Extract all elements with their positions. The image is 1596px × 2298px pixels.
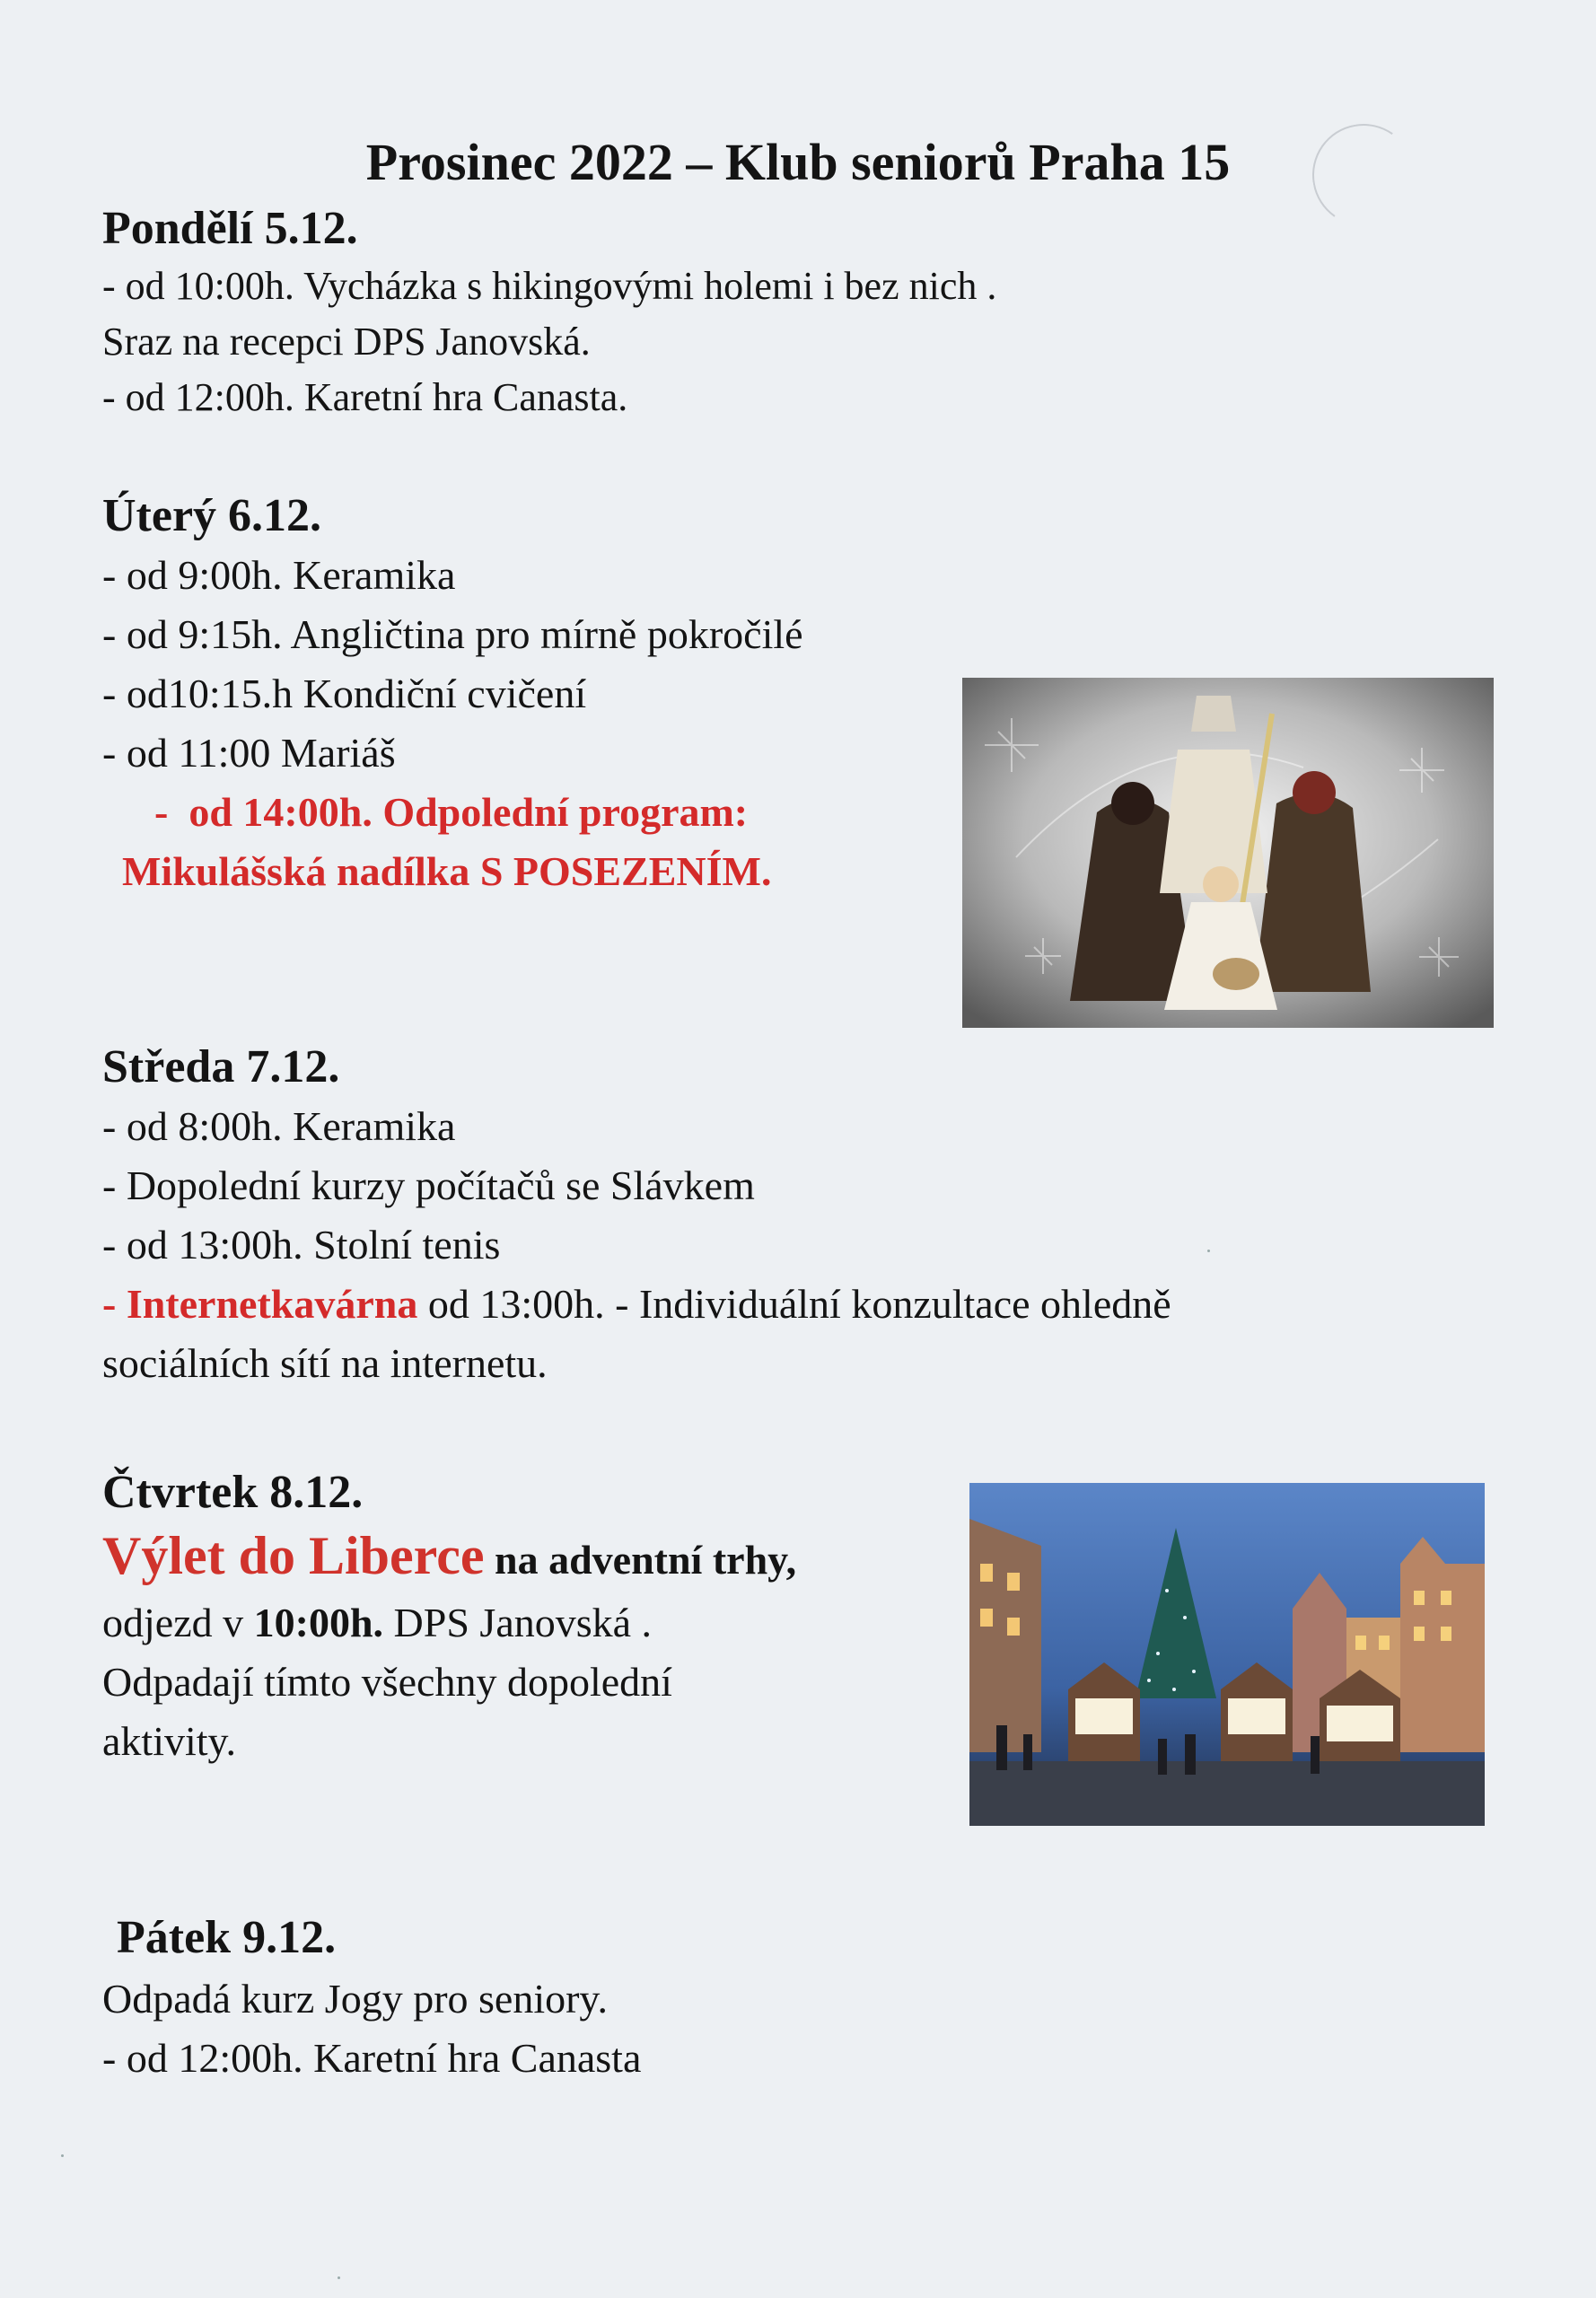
trip-title: Výlet do Liberce bbox=[102, 1526, 485, 1585]
day-friday-events bbox=[102, 1969, 641, 2088]
event-line: - od 11:00 Mariáš bbox=[102, 730, 396, 776]
day-monday bbox=[102, 199, 996, 425]
event-text: DPS Janovská . bbox=[383, 1600, 653, 1645]
event-line bbox=[102, 1275, 1171, 1334]
event-line: Odpadají tímto všechny dopolední bbox=[102, 1659, 672, 1705]
highlight-text: od 14:00h. Odpolední program: bbox=[189, 789, 749, 835]
day-heading: Pátek 9.12. bbox=[117, 1912, 337, 1963]
day-tuesday bbox=[102, 487, 803, 901]
trip-line bbox=[102, 1522, 796, 1593]
paper-speck bbox=[338, 2276, 340, 2279]
event-line: - Dopolední kurzy počítačů se Slávkem bbox=[102, 1162, 755, 1208]
event-line: - od 13:00h. Stolní tenis bbox=[102, 1222, 501, 1267]
highlight-line bbox=[102, 783, 803, 842]
trip-subtitle: na adventní trhy, bbox=[484, 1537, 797, 1583]
event-line: aktivity. bbox=[102, 1718, 237, 1764]
event-line: - od 12:00h. Karetní hra Canasta bbox=[102, 2035, 642, 2081]
day-heading: Pondělí 5.12. bbox=[102, 203, 358, 254]
mikulas-photo bbox=[962, 678, 1494, 1028]
event-line: - od 9:15h. Angličtina pro mírně pokročilé bbox=[102, 611, 803, 657]
day-friday bbox=[117, 1908, 336, 1968]
day-heading: Úterý 6.12. bbox=[102, 490, 322, 541]
day-heading: Čtvrtek 8.12. bbox=[102, 1467, 364, 1518]
highlight-dash: - bbox=[154, 789, 169, 835]
event-line: Sraz na recepci DPS Janovská. bbox=[102, 320, 591, 364]
event-line: sociálních sítí na internetu. bbox=[102, 1340, 548, 1386]
highlight-line-2: Mikulášská nadílka S POSEZENÍM. bbox=[122, 848, 772, 894]
departure-time: 10:00h. bbox=[253, 1600, 384, 1645]
event-line: Odpadá kurz Jogy pro seniory. bbox=[102, 1976, 608, 2022]
event-line: - od 8:00h. Keramika bbox=[102, 1103, 456, 1149]
page-title: Prosinec 2022 – Klub seniorů Praha 15 bbox=[365, 133, 1231, 191]
day-heading: Středa 7.12. bbox=[102, 1041, 340, 1092]
paper-speck bbox=[61, 2154, 64, 2157]
event-line: - od 9:00h. Keramika bbox=[102, 552, 456, 598]
event-line: - od 10:00h. Vycházka s hikingovými holemi i bez nich . bbox=[102, 264, 997, 308]
day-wednesday bbox=[102, 1038, 1171, 1393]
paper-speck bbox=[1207, 1250, 1210, 1252]
event-line bbox=[102, 1593, 796, 1653]
event-line: - od 12:00h. Karetní hra Canasta. bbox=[102, 375, 628, 419]
event-text: odjezd v bbox=[102, 1600, 254, 1645]
event-line: - od10:15.h Kondiční cvičení bbox=[102, 671, 587, 716]
event-text: od 13:00h. - Individuální konzultace ohledně bbox=[417, 1281, 1171, 1327]
internet-cafe-label: - Internetkavárna bbox=[102, 1281, 418, 1327]
liberec-market-photo bbox=[969, 1483, 1485, 1826]
day-thursday bbox=[102, 1463, 796, 1771]
